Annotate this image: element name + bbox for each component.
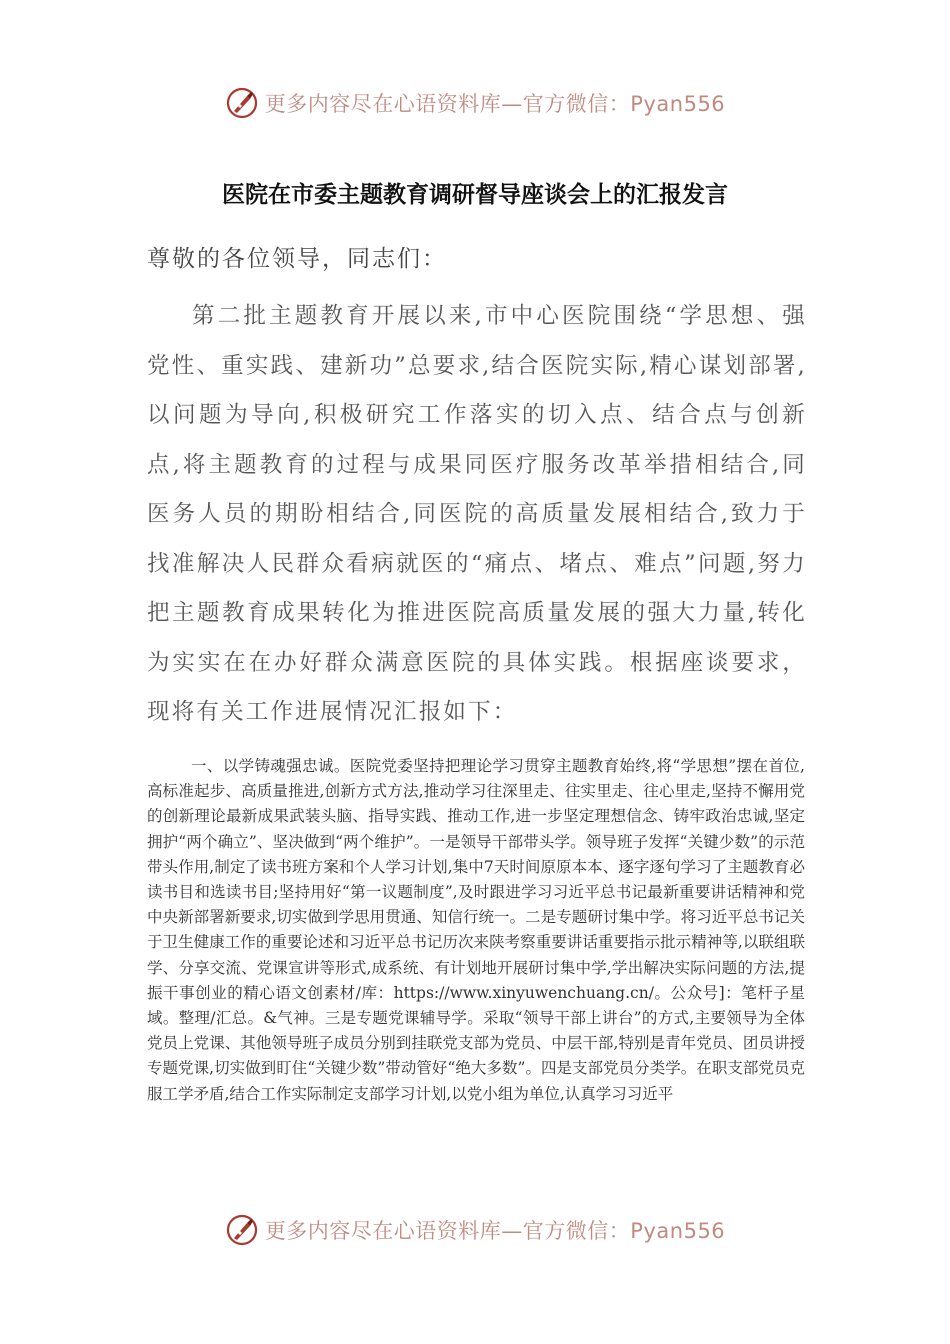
watermark-text: 更多内容尽在心语资料库—官方微信：Pyan556 (264, 92, 726, 116)
greeting: 尊敬的各位领导，同志们： (147, 246, 447, 272)
body-paragraph-section-one: 一、以学铸魂强忠诚。医院党委坚持把理论学习贯穿主题教育始终,将“学思想”摆在首位,高标准起步、高质量推进,创新方式方法,推动学习往深里走、往实里走、往心里走,坚持不懈用党的创新理论最新成果武装头脑、指导实践、推动工作,进一步坚定理想信念、铸牢政治忠诚,坚定拥护“两个确立”、坚决做到“两个维护”。一是领导干部带头学。领导班子发挥“关键少数”的示范带头作用,制定了读书班方案和个人学习计划,集中7天时间原原本本、逐字逐句学习了主题教育必读书目和选读书目;坚持用好“第一议题制度”,及时跟进学习习近平总书记最新重要讲话精神和党中央新部署新要求,切实做到学思用贯通、知信行统一。二是专题研讨集中学。将习近平总书记关于卫生健康工作的重要论述和习近平总书记历次来陕考察重要讲话重要指示批示精神等,以联组联学、分享交流、党课宣讲等形式,成系统、有计划地开展研讨集中学,学出解决实际问题的方法,提振干事创业的精心语文创素材/库：https://www.xinyuwenchuang.cn/。公众号]：笔杆子星域。整理/汇总。&气神。三是专题党课辅导学。采取“领导干部上讲台”的方式,主要领导为全体党员上党课、其他领导班子成员分别到挂联党支部为党员、中层干部,特别是青年党员、团员讲授专题党课,切实做到盯住“关键少数”带动管好“绝大多数”。四是支部党员分类学。在职支部党员克服工学矛盾,结合工作实际制定支部学习计划,以党小组为单位,认真学习习近平 (147, 757, 805, 1103)
pen-nib-icon (225, 86, 259, 120)
watermark-text: 更多内容尽在心语资料库—官方微信：Pyan556 (264, 1219, 726, 1243)
document-title: 医院在市委主题教育调研督导座谈会上的汇报发言 (222, 182, 728, 208)
watermark-banner-top (0, 78, 950, 128)
body-paragraph-intro: 第二批主题教育开展以来,市中心医院围绕“学思想、强党性、重实践、建新功”总要求,结合医院实际,精心谋划部署,以问题为导向,积极研究工作落实的切入点、结合点与创新点,将主题教育的过程与成果同医疗服务改革举措相结合,同医务人员的期盼相结合,同医院的高质量发展相结合,致力于找准解决人民群众看病就医的“痛点、堵点、难点”问题,努力把主题教育成果转化为推进医院高质量发展的强大力量,转化为实实在在办好群众满意医院的具体实践。根据座谈要求，现将有关工作进展情况汇报如下： (147, 303, 807, 725)
pen-nib-icon (225, 1213, 259, 1247)
watermark-banner-bottom (0, 1205, 950, 1255)
